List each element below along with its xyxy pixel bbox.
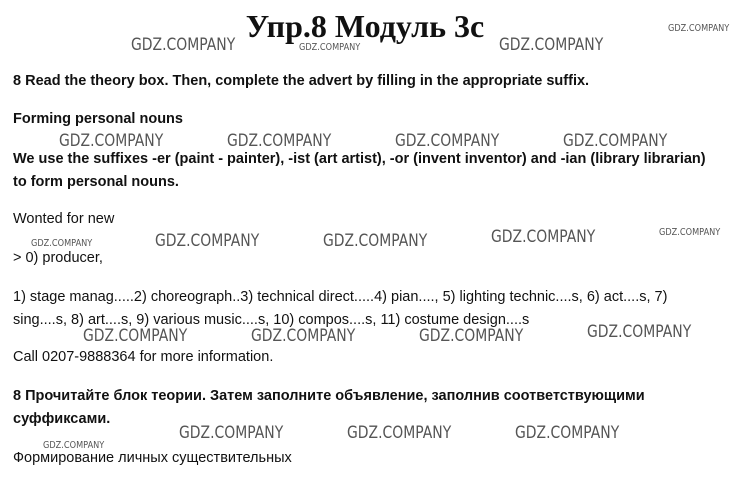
watermark: GDZ.COMPANY — [251, 326, 356, 346]
watermark: GDZ.COMPANY — [155, 231, 260, 251]
advert-items-line-2: sing....s, 8) art....s, 9) various music....s, 10) compos....s, 11) costume design....s — [13, 312, 530, 328]
task-instruction-en: 8 Read the theory box. Then, complete the advert by filling in the appropriate suffix. — [13, 73, 590, 89]
watermark: GDZ.COMPANY — [299, 42, 361, 53]
theory-text-line-1: We use the suffixes -er (paint - painter), -ist (art artist), -or (invent inventor) and -ian (library librarian) — [13, 151, 706, 167]
watermark: GDZ.COMPANY — [563, 131, 668, 151]
watermark: GDZ.COMPANY — [659, 227, 721, 238]
theory-heading-en: Forming personal nouns — [13, 111, 183, 127]
theory-text-line-2: to form personal nouns. — [13, 174, 179, 190]
watermark: GDZ.COMPANY — [395, 131, 500, 151]
page-title: Упр.8 Модуль 3с — [245, 8, 485, 44]
watermark: GDZ.COMPANY — [491, 227, 596, 247]
watermark: GDZ.COMPANY — [499, 35, 604, 55]
watermark: GDZ.COMPANY — [43, 440, 105, 451]
watermark: GDZ.COMPANY — [347, 423, 452, 443]
advert-items-line-1: 1) stage manag.....2) choreograph..3) technical direct.....4) pian...., 5) lighting technic....s, 6) act....s, 7) — [13, 289, 668, 305]
task-instruction-ru-line-2: суффиксами. — [13, 411, 111, 427]
theory-heading-ru: Формирование личных существительных — [13, 450, 292, 466]
watermark: GDZ.COMPANY — [587, 322, 692, 342]
watermark: GDZ.COMPANY — [59, 131, 164, 151]
watermark: GDZ.COMPANY — [515, 423, 620, 443]
watermark: GDZ.COMPANY — [323, 231, 428, 251]
watermark: GDZ.COMPANY — [179, 423, 284, 443]
watermark: GDZ.COMPANY — [131, 35, 236, 55]
advert-contact: Call 0207-9888364 for more information. — [13, 349, 274, 365]
advert-heading: Wonted for new — [13, 211, 115, 227]
watermark: GDZ.COMPANY — [227, 131, 332, 151]
watermark: GDZ.COMPANY — [83, 326, 188, 346]
watermark: GDZ.COMPANY — [668, 23, 730, 34]
watermark: GDZ.COMPANY — [31, 238, 93, 249]
task-instruction-ru-line-1: 8 Прочитайте блок теории. Затем заполните объявление, заполнив соответствующими — [13, 388, 645, 404]
advert-example: > 0) producer, — [13, 250, 103, 266]
watermark: GDZ.COMPANY — [419, 326, 524, 346]
